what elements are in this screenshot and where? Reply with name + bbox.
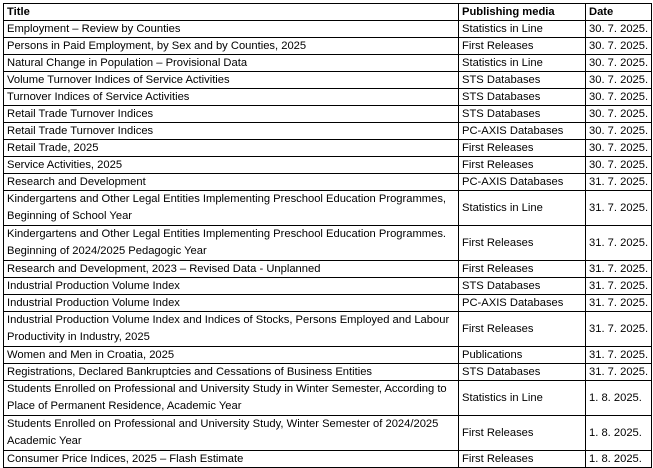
cell-date: 1. 8. 2025.	[586, 416, 652, 451]
cell-title: Volume Turnover Indices of Service Activities	[4, 72, 459, 89]
cell-date: 30. 7. 2025.	[586, 89, 652, 106]
cell-media: STS Databases	[459, 364, 586, 381]
cell-media: Statistics in Line	[459, 191, 586, 226]
cell-title: Persons in Paid Employment, by Sex and by Counties, 2025	[4, 38, 459, 55]
table-row	[4, 416, 652, 451]
cell-date: 31. 7. 2025.	[586, 191, 652, 226]
table-row	[4, 295, 652, 312]
table-row	[4, 89, 652, 106]
table-row	[4, 38, 652, 55]
table-row	[4, 21, 652, 38]
cell-media: STS Databases	[459, 278, 586, 295]
cell-date: 30. 7. 2025.	[586, 72, 652, 89]
cell-media: PC-AXIS Databases	[459, 174, 586, 191]
cell-media: First Releases	[459, 451, 586, 468]
cell-date: 31. 7. 2025.	[586, 174, 652, 191]
cell-title: Registrations, Declared Bankruptcies and Cessations of Business Entities	[4, 364, 459, 381]
table-row	[4, 174, 652, 191]
cell-media: First Releases	[459, 38, 586, 55]
cell-title: Industrial Production Volume Index	[4, 295, 459, 312]
cell-title: Retail Trade, 2025	[4, 140, 459, 157]
table-row	[4, 381, 652, 416]
table-row	[4, 226, 652, 261]
cell-date: 30. 7. 2025.	[586, 123, 652, 140]
cell-media: First Releases	[459, 261, 586, 278]
cell-media: First Releases	[459, 312, 586, 347]
cell-date: 31. 7. 2025.	[586, 261, 652, 278]
cell-title: Industrial Production Volume Index	[4, 278, 459, 295]
cell-media: Publications	[459, 347, 586, 364]
table-row	[4, 364, 652, 381]
cell-title: Women and Men in Croatia, 2025	[4, 347, 459, 364]
table-row	[4, 106, 652, 123]
cell-title: Students Enrolled on Professional and University Study, Winter Semester of 2024/2025 Academic Year	[4, 416, 459, 451]
cell-media: PC-AXIS Databases	[459, 123, 586, 140]
cell-media: Statistics in Line	[459, 55, 586, 72]
header-title: Title	[4, 4, 459, 21]
table-row	[4, 347, 652, 364]
table-row	[4, 123, 652, 140]
cell-title: Natural Change in Population – Provisional Data	[4, 55, 459, 72]
release-table	[3, 3, 652, 468]
cell-title: Retail Trade Turnover Indices	[4, 123, 459, 140]
cell-date: 31. 7. 2025.	[586, 278, 652, 295]
table-row	[4, 72, 652, 89]
cell-date: 31. 7. 2025.	[586, 295, 652, 312]
cell-media: First Releases	[459, 226, 586, 261]
cell-title: Kindergartens and Other Legal Entities Implementing Preschool Education Programmes. Beginning of 2024/2025 Pedagogic Year	[4, 226, 459, 261]
cell-date: 30. 7. 2025.	[586, 157, 652, 174]
cell-title: Kindergartens and Other Legal Entities Implementing Preschool Education Programmes, Beginning of School Year	[4, 191, 459, 226]
cell-date: 30. 7. 2025.	[586, 38, 652, 55]
cell-date: 30. 7. 2025.	[586, 140, 652, 157]
cell-title: Students Enrolled on Professional and University Study in Winter Semester, According to Place of Permanent Residence, Academic Year	[4, 381, 459, 416]
cell-media: PC-AXIS Databases	[459, 295, 586, 312]
cell-media: First Releases	[459, 140, 586, 157]
table-row	[4, 55, 652, 72]
cell-media: Statistics in Line	[459, 21, 586, 38]
cell-title: Consumer Price Indices, 2025 – Flash Estimate	[4, 451, 459, 468]
cell-title: Employment – Review by Counties	[4, 21, 459, 38]
table-row	[4, 261, 652, 278]
cell-title: Research and Development	[4, 174, 459, 191]
cell-date: 30. 7. 2025.	[586, 21, 652, 38]
cell-media: STS Databases	[459, 72, 586, 89]
cell-date: 1. 8. 2025.	[586, 451, 652, 468]
cell-media: Statistics in Line	[459, 381, 586, 416]
table-row	[4, 140, 652, 157]
cell-date: 31. 7. 2025.	[586, 226, 652, 261]
cell-date: 31. 7. 2025.	[586, 364, 652, 381]
table-row	[4, 312, 652, 347]
header-row	[4, 4, 652, 21]
table-row	[4, 157, 652, 174]
table-row	[4, 278, 652, 295]
cell-date: 1. 8. 2025.	[586, 381, 652, 416]
release-calendar	[3, 3, 652, 468]
cell-media: STS Databases	[459, 106, 586, 123]
table-row	[4, 191, 652, 226]
cell-title: Industrial Production Volume Index and Indices of Stocks, Persons Employed and Labour Productivity in Industry, 2025	[4, 312, 459, 347]
cell-media: First Releases	[459, 416, 586, 451]
cell-media: STS Databases	[459, 89, 586, 106]
cell-media: First Releases	[459, 157, 586, 174]
table-row	[4, 451, 652, 468]
cell-date: 30. 7. 2025.	[586, 106, 652, 123]
cell-date: 31. 7. 2025.	[586, 312, 652, 347]
cell-title: Research and Development, 2023 – Revised Data - Unplanned	[4, 261, 459, 278]
cell-date: 30. 7. 2025.	[586, 55, 652, 72]
header-media: Publishing media	[459, 4, 586, 21]
cell-title: Turnover Indices of Service Activities	[4, 89, 459, 106]
cell-title: Service Activities, 2025	[4, 157, 459, 174]
cell-date: 31. 7. 2025.	[586, 347, 652, 364]
header-date: Date	[586, 4, 652, 21]
cell-title: Retail Trade Turnover Indices	[4, 106, 459, 123]
